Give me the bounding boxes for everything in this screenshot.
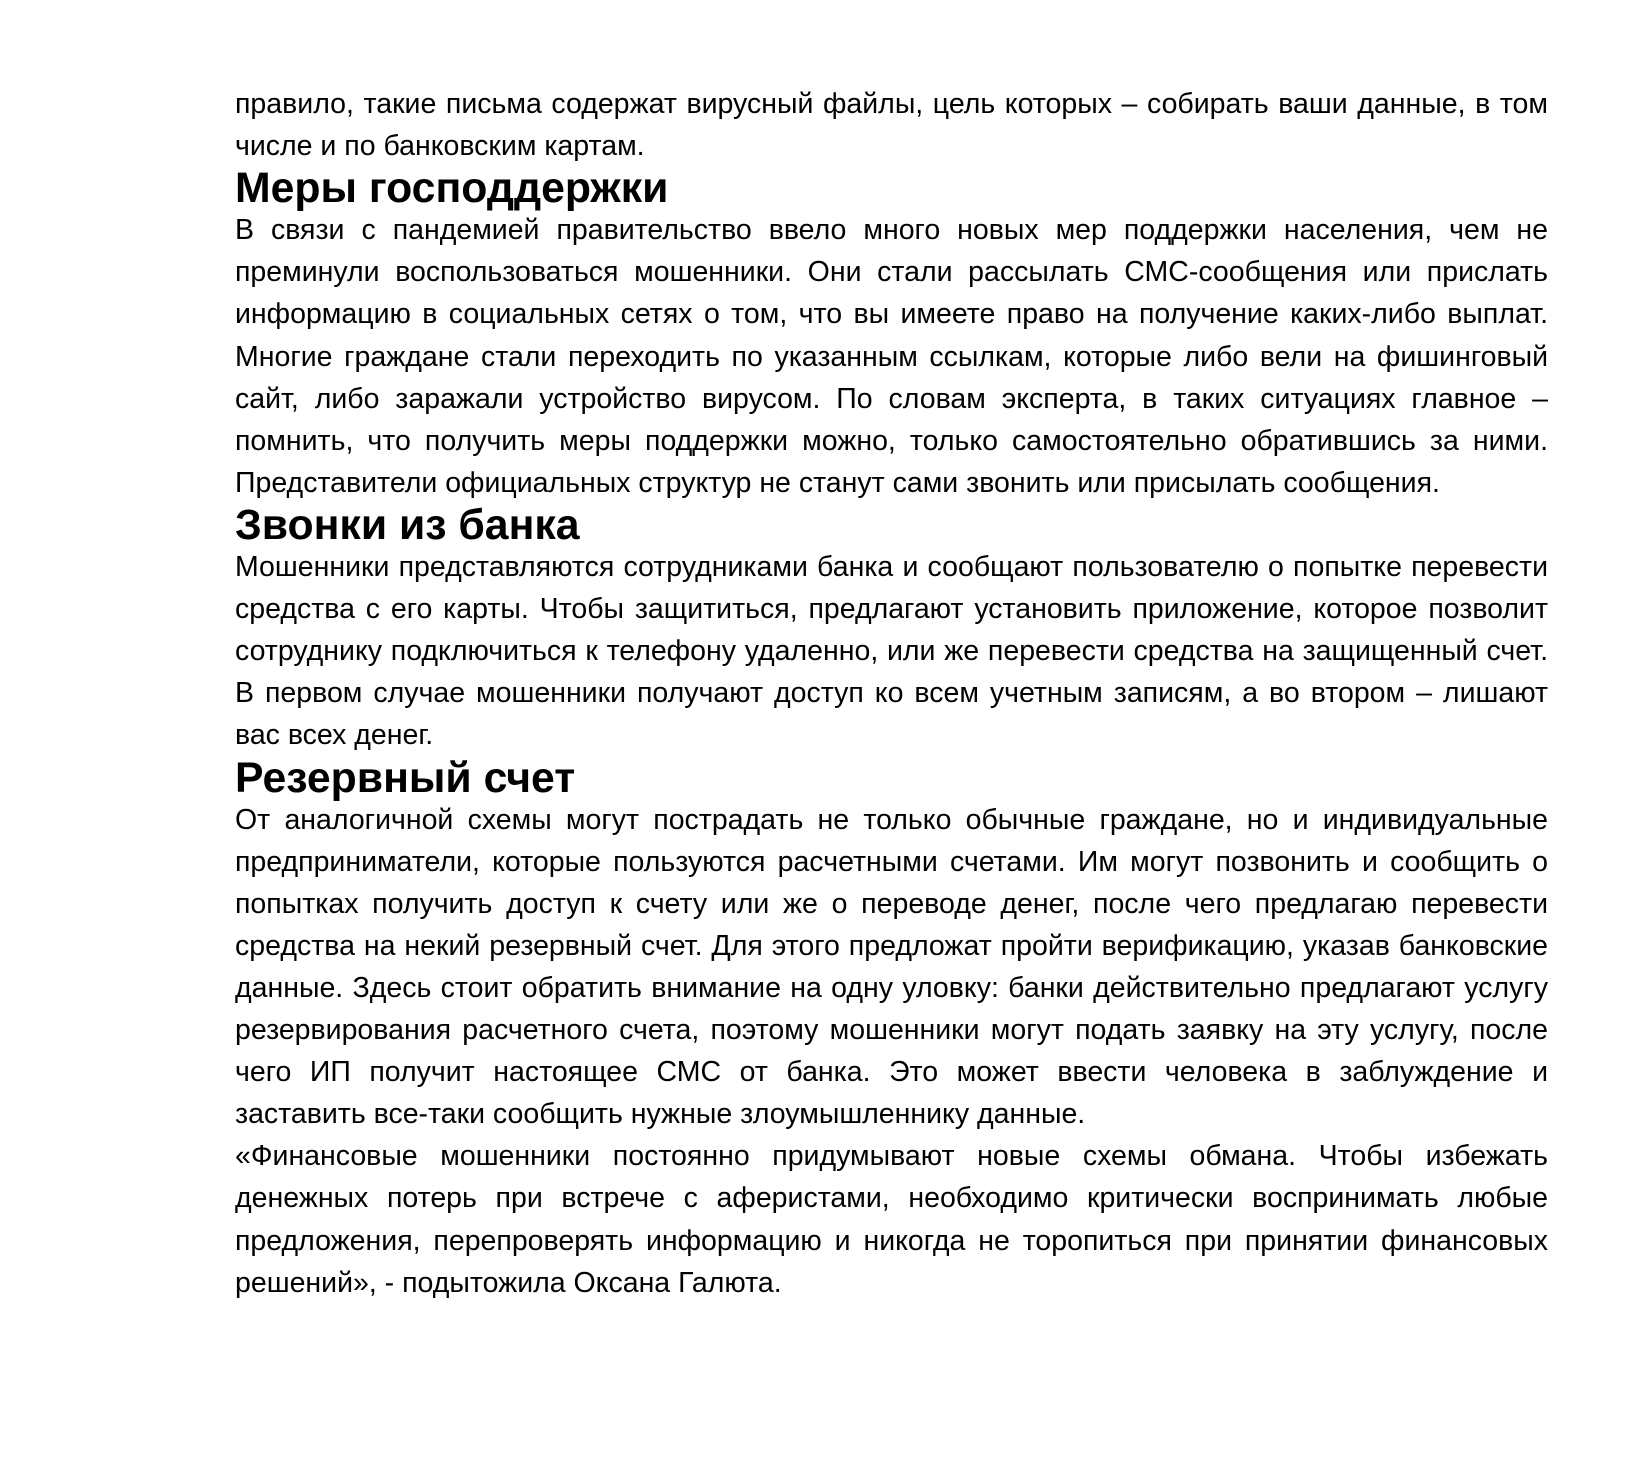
section-body-bank-calls: Мошенники представляются сотрудниками банка и сообщают пользователю о попытке перевести средства с его карты. Чтобы защититься, предлагают установить приложение, которое позволит сотруднику подключиться к телефону удаленно, или же перевести средства на защищенный счет. В первом случае мошенники получают доступ ко всем учетным записям, а во втором – лишают вас всех денег. <box>235 551 1548 752</box>
closing-quote: «Финансовые мошенники постоянно придумывают новые схемы обмана. Чтобы избежать денежных потерь при встрече с аферистами, необходимо критически воспринимать любые предложения, перепроверять информацию и никогда не торопиться при принятии финансовых решений», - подытожила Оксана Галюта. <box>235 1140 1548 1299</box>
section-body-state-support: В связи с пандемией правительство ввело много новых мер поддержки населения, чем не преминули воспользоваться мошенники. Они стали рассылать СМС-сообщения или прислать информацию в социальных сетях о том, что вы имеете право на получение каких-либо выплат. Многие граждане стали переходить по указанным ссылкам, которые либо вели на фишинговый сайт, либо заражали устройство вирусом. По словам эксперта, в таких ситуациях главное – помнить, что получить меры поддержки можно, только самостоятельно обратившись за ними. Представители официальных структур не станут сами звонить или присылать сообщения. <box>235 214 1548 499</box>
section-heading-bank-calls: Звонки из банка <box>235 500 580 549</box>
section-heading-reserve-account: Резервный счет <box>235 753 576 802</box>
document-page <box>235 83 1548 1304</box>
section-heading-state-support: Меры господдержки <box>235 164 669 213</box>
section-body-reserve-account: От аналогичной схемы могут пострадать не только обычные граждане, но и индивидуальные предприниматели, которые пользуются расчетными счетами. Им могут позвонить и сообщить о попытках получить доступ к счету или же о переводе денег, после чего предлагаю перевести средства на некий резервный счет. Для этого предложат пройти верификацию, указав банковские данные. Здесь стоит обратить внимание на одну уловку: банки действительно предлагают услугу резервирования расчетного счета, поэтому мошенники могут подать заявку на эту услугу, после чего ИП получит настоящее СМС от банка. Это может ввести человека в заблуждение и заставить все-таки сообщить нужные злоумышленнику данные. <box>235 803 1548 1131</box>
intro-paragraph: правило, такие письма содержат вирусный файлы, цель которых – собирать ваши данные, в том числе и по банковским картам. <box>235 88 1548 163</box>
